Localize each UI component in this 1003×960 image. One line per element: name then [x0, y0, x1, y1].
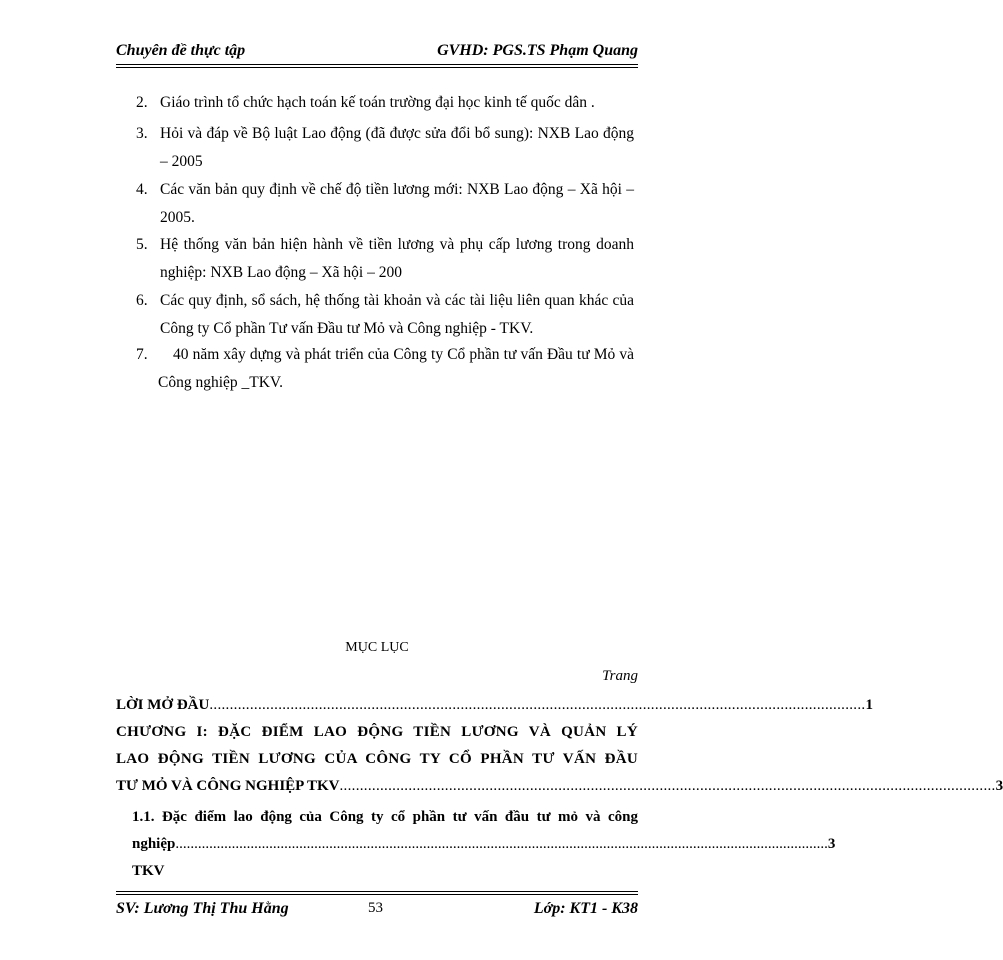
reference-text: Các văn bản quy định về chế độ tiền lương mới: NXB Lao động – Xã hội – 2005. — [160, 181, 634, 226]
header-rule-thin — [116, 67, 638, 68]
page-header — [116, 40, 638, 62]
toc-entry-title-line: LAO ĐỘNG TIỀN LƯƠNG CỦA CÔNG TY CỔ PHẦN TƯ VẤN ĐẦU — [116, 751, 638, 767]
toc-leader: .............................................................................................................................................................................. — [175, 836, 828, 852]
toc-entry-title-line: CHƯƠNG I: ĐẶC ĐIỂM LAO ĐỘNG TIỀN LƯƠNG VÀ QUẢN LÝ — [116, 724, 638, 740]
reference-text: Hỏi và đáp về Bộ luật Lao động (đã được sửa đổi bổ sung): NXB Lao động – 2005 — [160, 125, 634, 170]
toc-leader: .................................................................................................................................................................. — [209, 697, 866, 713]
toc-entry-title-line: 1.1. Đặc điểm lao động của Công ty cổ phần tư vấn đầu tư mỏ và công — [132, 809, 638, 825]
page-number: 53 — [368, 900, 383, 916]
toc-entry-page: 1 — [865, 697, 873, 713]
toc-leader: .................................................................................................................................................................. — [339, 778, 996, 794]
page-footer — [116, 900, 638, 922]
reference-text: Giáo trình tổ chức hạch toán kế toán trường đại học kinh tế quốc dân . — [160, 94, 595, 111]
toc-entry-page: 3 — [995, 778, 1003, 794]
footer-rule-thin — [116, 891, 638, 892]
reference-number: 3. — [136, 125, 148, 142]
header-advisor: GVHD: PGS.TS Phạm Quang — [437, 42, 638, 59]
reference-number: 5. — [136, 236, 148, 253]
reference-text: Hệ thống văn bản hiện hành về tiền lương và phụ cấp lương trong doanh nghiệp: NXB Lao động – Xã hội – 200 — [160, 236, 634, 281]
footer-student: SV: Lương Thị Thu Hằng — [116, 900, 289, 917]
toc-subentry[interactable] — [132, 804, 836, 879]
toc-entry-title: LỜI MỞ ĐẦU — [116, 697, 210, 713]
reference-text: Các quy định, sổ sách, hệ thống tài khoản và các tài liệu liên quan khác của Công ty Cổ phần Tư vấn Đầu tư Mỏ và Công nghiệp - TKV. — [160, 292, 634, 337]
toc-entry-title-line: nghiệp TKV — [132, 836, 176, 879]
reference-number: 7. — [136, 346, 148, 363]
header-title: Chuyên đề thực tập — [116, 42, 246, 59]
toc-title: MỤC LỤC — [345, 640, 409, 655]
footer-class: Lớp: KT1 - K38 — [533, 900, 638, 917]
toc-entry[interactable] — [116, 692, 873, 719]
reference-number: 2. — [136, 94, 148, 111]
reference-text: 40 năm xây dựng và phát triển của Công ty Cổ phần tư vấn Đầu tư Mỏ và Công nghiệp _TKV. — [158, 346, 634, 391]
toc-page-label: Trang — [602, 668, 638, 684]
header-rule — [116, 64, 638, 65]
reference-number: 4. — [136, 181, 148, 198]
toc-entry-title-line: TƯ MỎ VÀ CÔNG NGHIỆP TKV — [116, 778, 340, 794]
reference-number: 6. — [136, 292, 148, 309]
footer-rule — [116, 894, 638, 895]
toc-entry-page: 3 — [827, 836, 836, 852]
toc-entry[interactable] — [116, 719, 1003, 800]
